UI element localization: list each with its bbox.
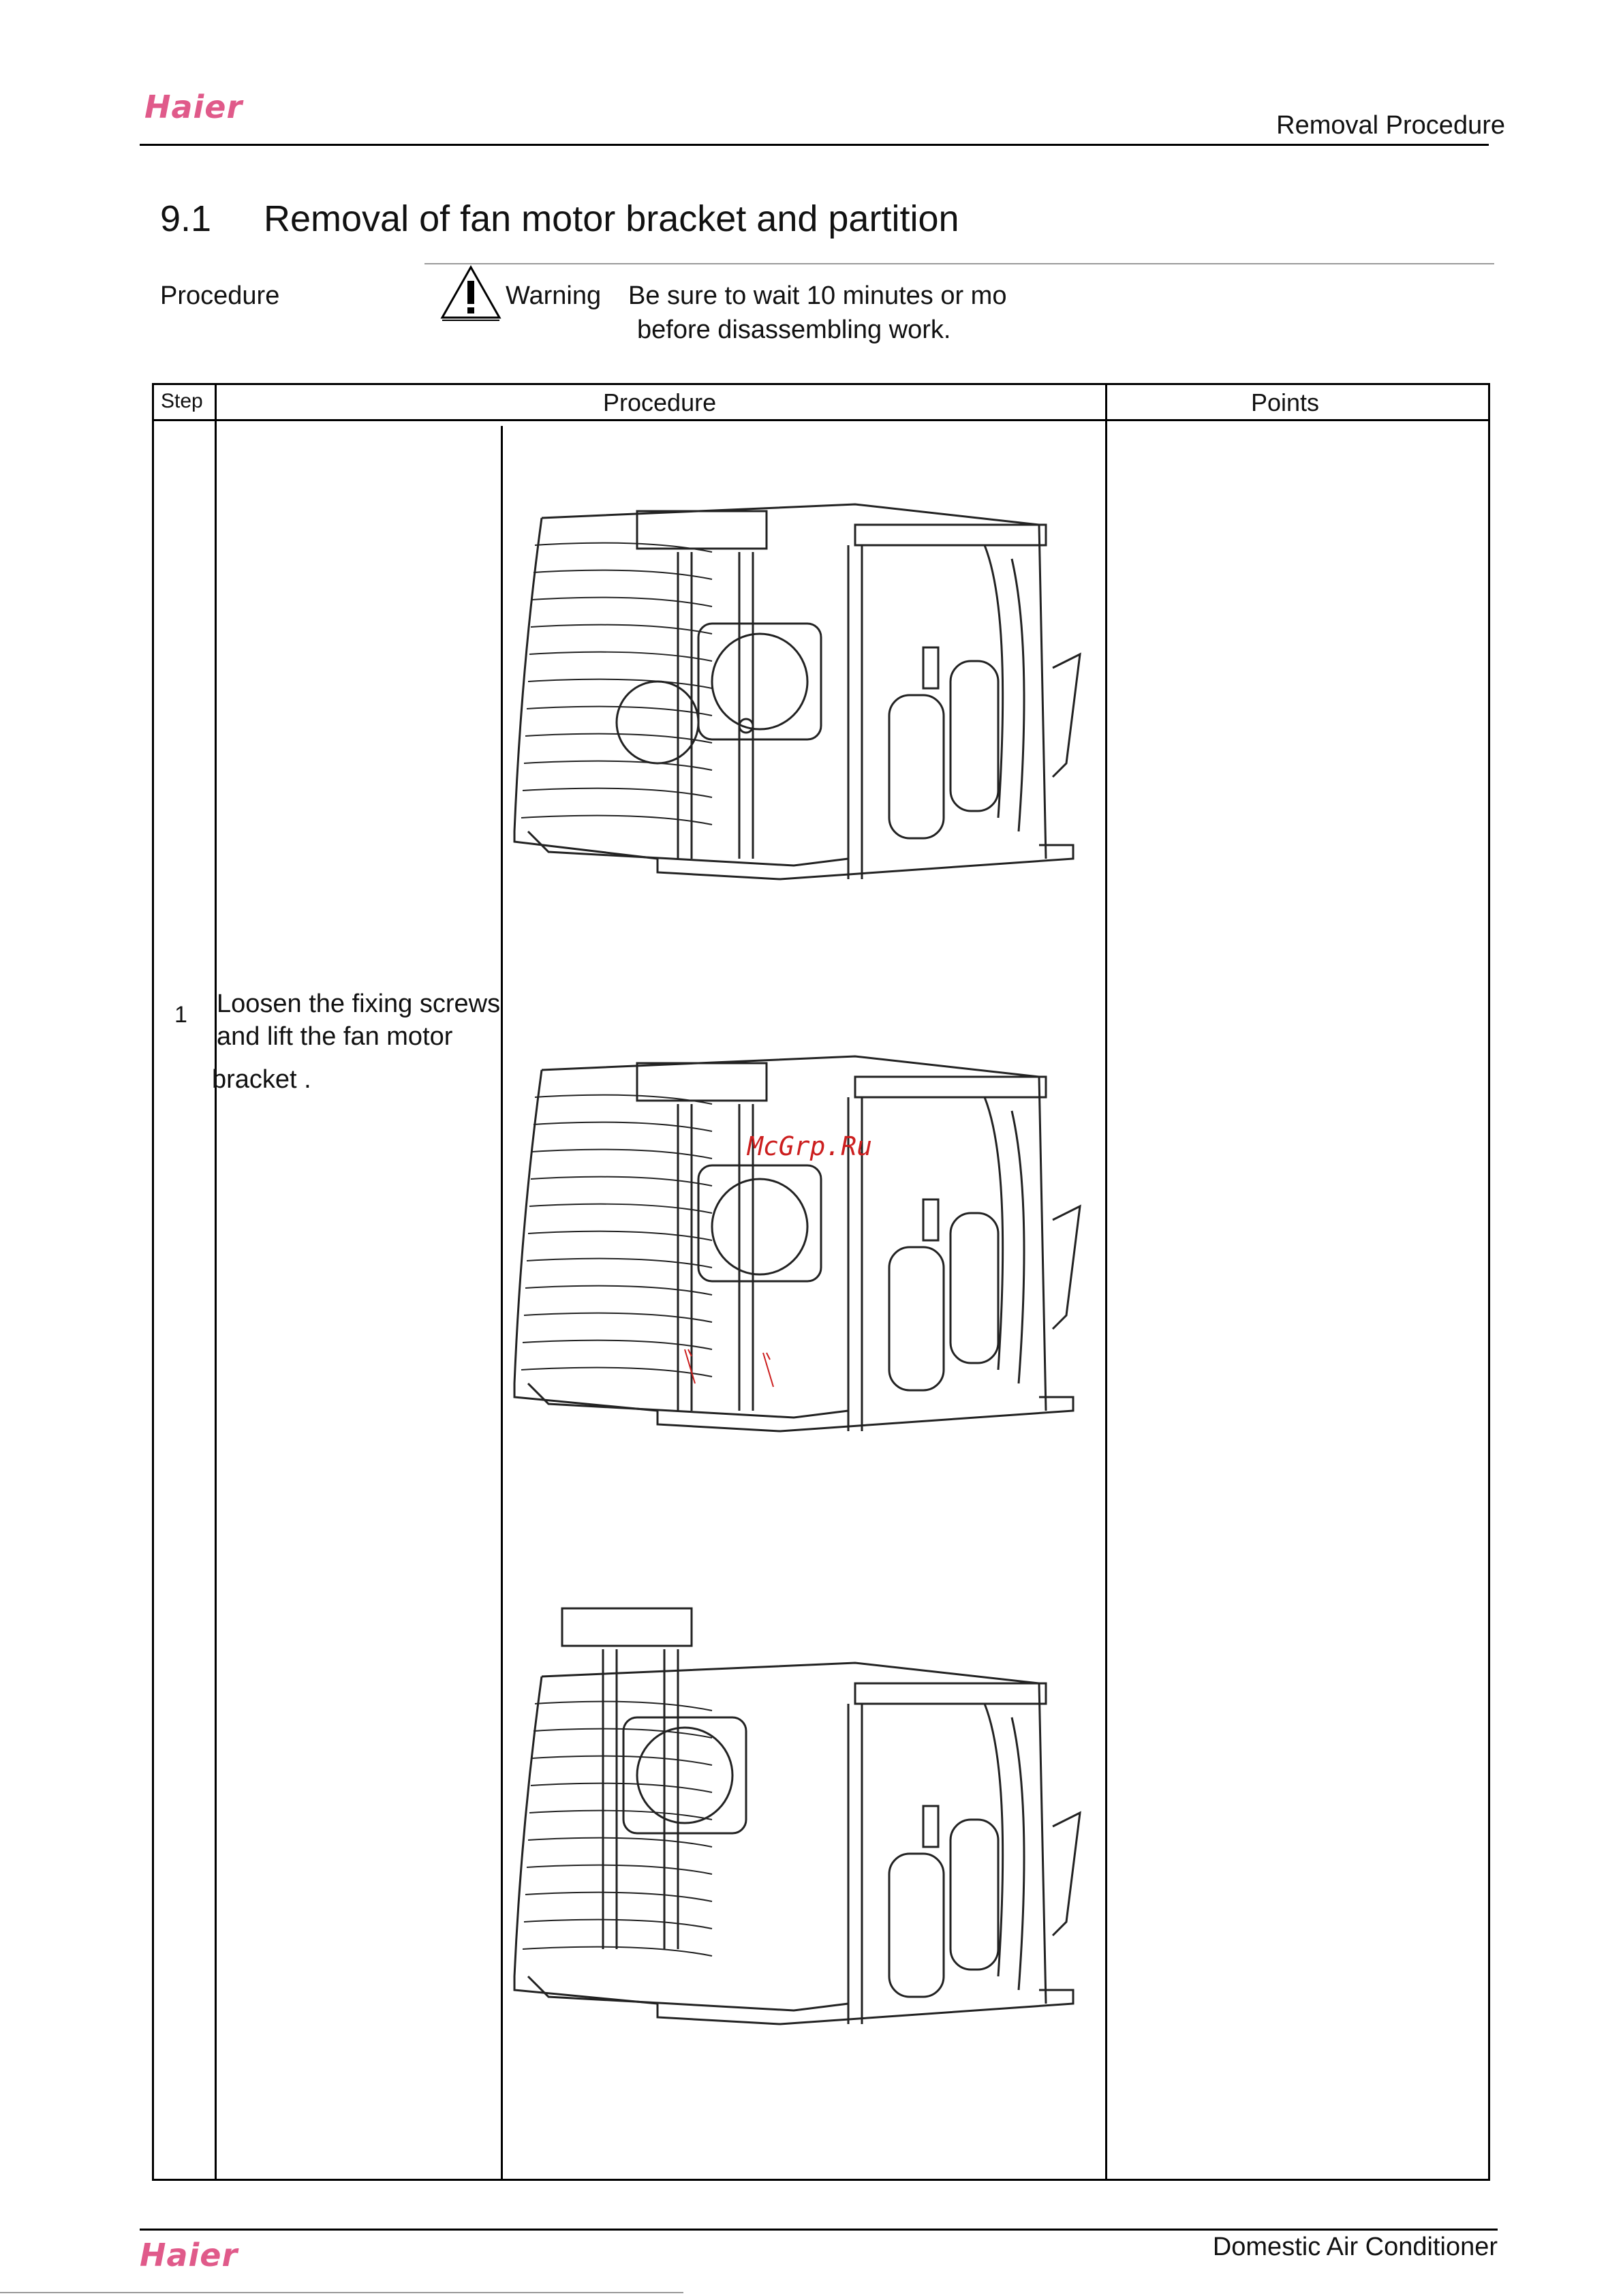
step-text-line1: Loosen the fixing screws	[217, 990, 501, 1018]
procedure-label: Procedure	[160, 281, 280, 310]
illustration-unit-with-motor	[508, 477, 1100, 913]
header-step: Step	[161, 390, 203, 412]
footer-bottom-rule	[0, 2292, 683, 2293]
footer-rule	[140, 2229, 1498, 2231]
footer-logo: Haier	[140, 2237, 238, 2274]
watermark: McGrp.Ru	[747, 1131, 873, 1161]
header-procedure: Procedure	[603, 388, 717, 416]
header-section-label: Removal Procedure	[1276, 111, 1505, 140]
table-inner-divider	[501, 426, 503, 2179]
section-title: Removal of fan motor bracket and partition	[264, 198, 959, 239]
step-text-line2: and lift the fan motor	[217, 1022, 453, 1051]
header-logo: Haier	[144, 89, 243, 125]
section-number: 9.1	[160, 198, 212, 239]
warning-label: Warning	[506, 281, 602, 310]
footer-label: Domestic Air Conditioner	[1212, 2233, 1498, 2261]
warning-icon	[439, 264, 502, 322]
header-points: Points	[1251, 388, 1320, 416]
step-text-line3: bracket .	[212, 1065, 311, 1094]
warning-divider	[424, 263, 1494, 264]
step-number: 1	[174, 1002, 187, 1028]
table-col-step-divider	[215, 383, 217, 2179]
illustration-unit-fixing-screws	[508, 1029, 1100, 1479]
warning-line1: Be sure to wait 10 minutes or mo	[628, 281, 1007, 310]
table-col-points-divider	[1105, 383, 1107, 2179]
illustration-bracket-lifted	[508, 1595, 1100, 2072]
warning-line2: before disassembling work.	[637, 316, 951, 344]
table-header-rule	[152, 419, 1488, 421]
header-rule	[140, 144, 1489, 146]
